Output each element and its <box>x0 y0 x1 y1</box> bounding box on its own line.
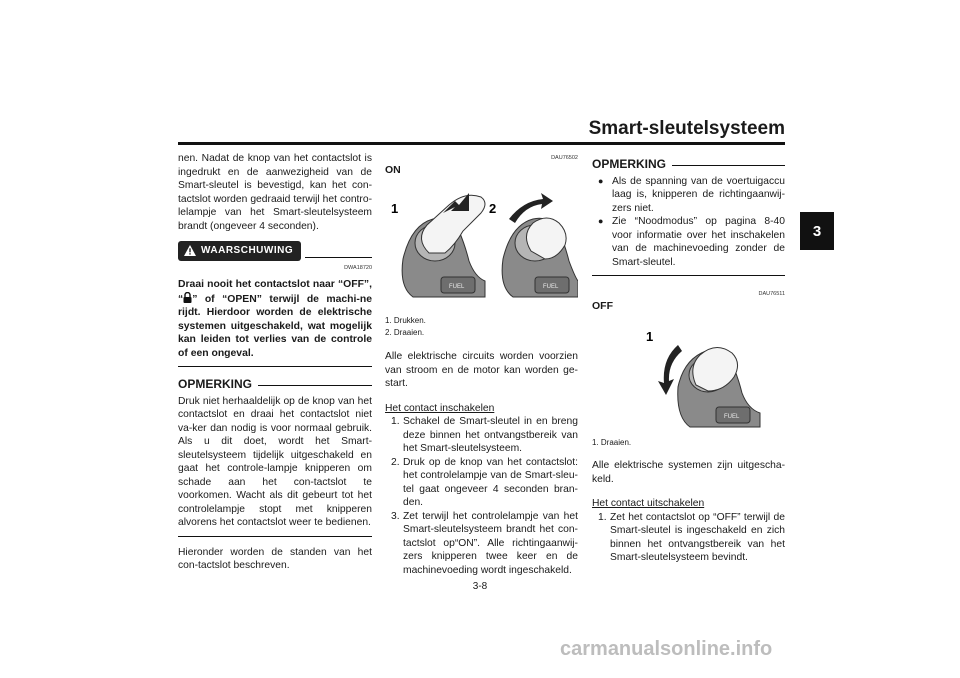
note-title: OPMERKING <box>178 377 253 391</box>
left-column <box>178 152 372 573</box>
fuel-label: FUEL <box>724 414 740 420</box>
off-section-title: OFF <box>592 299 613 312</box>
note-heading <box>178 378 372 392</box>
list-item: ● Zie “Noodmodus” op pagina 8-40 voor informatie over het inschakelen van de machinevoeding zonder de Smart-sleutel. <box>592 215 785 269</box>
fig-number-1: 1 <box>391 201 399 216</box>
list-item: 1. Schakel de Smart-sleutel in en breng deze binnen het ontvangstbereik van het Smart-sleutelsysteem. <box>391 416 578 454</box>
warning-text <box>178 278 372 360</box>
on-illustration <box>385 179 578 309</box>
list-item: 2. Druk op de knop van het contactslot: het controlelampje van de Smart-sleu-tel gaat ongeveer 4 seconden bran-den. <box>391 456 578 508</box>
on-steps <box>385 415 578 577</box>
off-section-code: DAU76511 <box>758 291 785 297</box>
caption-turn: 2. Draaien. <box>385 328 425 337</box>
outro-paragraph: Hieronder worden de standen van het con-tactslot beschreven. <box>178 546 372 571</box>
page-title: Smart-sleutelsysteem <box>588 118 785 139</box>
off-body: Alle elektrische systemen zijn uitgescha-keld. <box>592 460 785 485</box>
list-item: 1. Zet het contactslot op “OFF” terwijl de Smart-sleutel is ingeschakeld en zich binnen het ontvangstbereik van het Smart-sleutelsysteem bevindt. <box>598 511 785 563</box>
on-section-title: ON <box>385 163 401 176</box>
warning-code: DWA18720 <box>344 264 372 271</box>
warning-text-pre: Draai nooit het contactslot naar “OFF”, “ <box>178 279 372 305</box>
warning-label: WAARSCHUWING <box>201 245 294 256</box>
right-note-heading-rule <box>672 165 785 166</box>
off-steps <box>592 511 785 565</box>
off-caption: 1. Draaien. <box>592 438 632 447</box>
on-subheading: Het contact inschakelen <box>385 402 495 414</box>
on-body: Alle elektrische circuits worden voorzien van stroom en de motor kan worden ge-start. <box>385 351 578 389</box>
off-subheading: Het contact uitschakelen <box>592 498 705 509</box>
warning-text-post: ” of “OPEN” terwijl de machi-ne rijdt. Hierdoor worden de elektrische systemen uitgeschakeld, wat mogelijk kan leiden tot verlies van de controle of een ongeval. <box>178 293 372 359</box>
lock-icon <box>183 292 192 303</box>
on-captions <box>385 315 578 339</box>
fuel-label-left: FUEL <box>449 284 465 290</box>
note-heading-rule <box>258 385 372 386</box>
off-fig-number-1: 1 <box>646 329 654 344</box>
warning-badge <box>178 241 301 261</box>
right-note-bullets <box>592 175 785 270</box>
fig-number-2: 2 <box>489 201 497 216</box>
caption-press: 1. Drukken. <box>385 316 426 325</box>
warning-icon <box>184 245 196 256</box>
warning-rule <box>305 257 372 258</box>
right-note-end-rule <box>592 275 785 276</box>
page-number: 3-8 <box>472 581 488 592</box>
middle-column <box>385 152 578 577</box>
title-rule <box>178 142 785 145</box>
right-column <box>592 158 785 565</box>
intro-paragraph: nen. Nadat de knop van het contactslot is ingedrukt en de aanwezigheid van de Smart-sleutel is bevestigd, kan het con-tactslot worden gedraaid terwijl het contro-lelampje van het Smart-sleutelsysteem brandt (ongeveer 4 seconden). <box>178 153 372 232</box>
right-note-heading <box>592 158 785 172</box>
watermark: carmanualsonline.info <box>560 638 773 660</box>
note-text: Druk niet herhaaldelijk op de knop van het contactslot en draai het contactslot niet va-ker dan nodig is voor normaal gebruik. Als u dit doet, wordt het Smart-sleutelsysteem tijdelijk uitgeschakeld en gaat het controle-lampje knipperen om schade aan het con-tactslot te voorkomen. Wacht als dit gebeurt tot het controlelampje stopt met knipperen alvorens het contactslot weer te bedienen. <box>178 395 372 528</box>
warning-end-rule <box>178 366 372 367</box>
on-section-code: DAU76502 <box>551 155 578 161</box>
off-illustration <box>592 315 785 431</box>
chapter-tab: 3 <box>800 212 834 250</box>
note-end-rule <box>178 536 372 537</box>
fuel-label-right: FUEL <box>543 284 559 290</box>
list-item: ● Als de spanning van de voertuigaccu laag is, knipperen de richtingaanwij-zers niet. <box>592 175 785 216</box>
list-item: 3. Zet terwijl het controlelampje van het Smart-sleutelsysteem brandt het con-tactslot op“ON”. Alle richtingaanwij-zers knipperen twee keer en de machinevoeding wordt ingeschakeld. <box>391 510 578 576</box>
right-note-title: OPMERKING <box>592 157 667 171</box>
